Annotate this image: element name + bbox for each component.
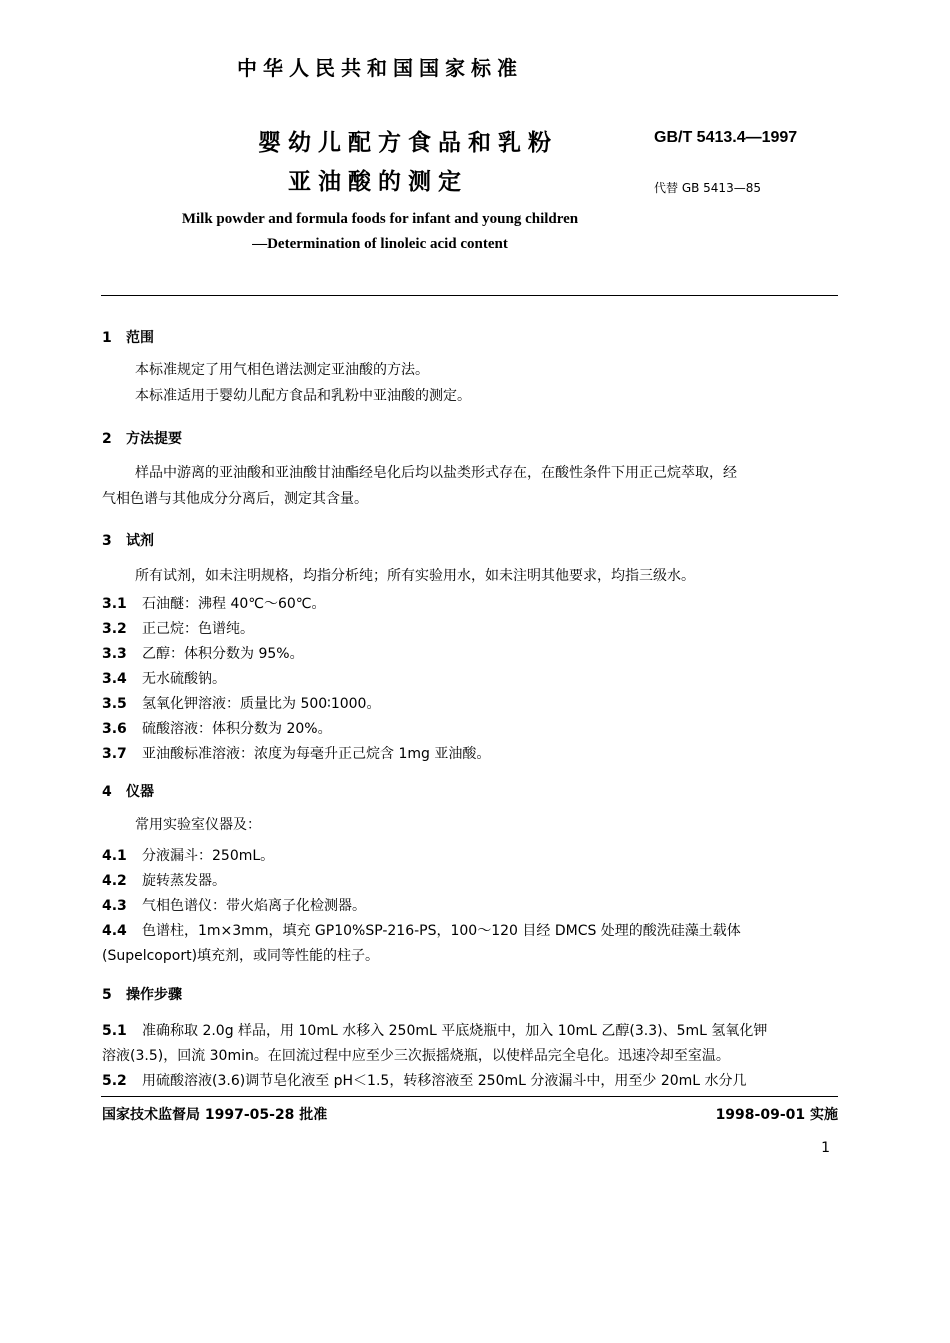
section-1-para-1: 本标准规定了用气相色谱法测定亚油酸的方法。 bbox=[135, 362, 429, 378]
section-1-heading: 1 范围 bbox=[102, 330, 154, 346]
apparatus-item: 4.3 气相色谱仪：带火焰离子化检测器。 bbox=[102, 898, 366, 914]
reagent-item: 3.5 氢氧化钾溶液：质量比为 500∶1000。 bbox=[102, 696, 381, 712]
reagent-item: 3.7 亚油酸标准溶液：浓度为每毫升正己烷含 1mg 亚油酸。 bbox=[102, 746, 491, 762]
replaces-standard: 代替 GB 5413—85 bbox=[654, 181, 761, 195]
page-number: 1 bbox=[821, 1140, 830, 1156]
apparatus-item-4-4: 4.4 色谱柱，1m×3mm，填充 GP10%SP-216-PS，100～120 目经 DMCS 处理的酸洗硅藻土载体 bbox=[102, 923, 741, 939]
apparatus-item: 4.2 旋转蒸发器。 bbox=[102, 873, 226, 889]
reagent-item: 3.3 乙醇：体积分数为 95%。 bbox=[102, 646, 304, 662]
footer-divider bbox=[101, 1096, 838, 1097]
section-4-heading: 4 仪器 bbox=[102, 784, 154, 800]
title-line-1: 婴幼儿配方食品和乳粉 bbox=[258, 130, 558, 156]
english-title-line-1: Milk powder and formula foods for infant and young children bbox=[181, 211, 579, 227]
english-title-line-2: —Determination of linoleic acid content bbox=[252, 236, 508, 252]
section-2-para-line-1: 样品中游离的亚油酸和亚油酸甘油酯经皂化后均以盐类形式存在，在酸性条件下用正己烷萃取，经 bbox=[135, 465, 737, 481]
title-line-2: 亚油酸的测定 bbox=[288, 169, 468, 195]
effective-date: 1998-09-01 实施 bbox=[715, 1107, 838, 1123]
section-4-intro: 常用实验室仪器及： bbox=[135, 817, 261, 833]
approval-date: 国家技术监督局 1997-05-28 批准 bbox=[102, 1107, 328, 1123]
procedure-item-5-2: 5.2 用硫酸溶液(3.6)调节皂化液至 pH＜1.5，转移溶液至 250mL 分液漏斗中，用至少 20mL 水分几 bbox=[102, 1073, 747, 1089]
procedure-item-5-1: 5.1 准确称取 2.0g 样品，用 10mL 水移入 250mL 平底烧瓶中，加入 10mL 乙醇(3.3)、5mL 氢氧化钾 bbox=[102, 1023, 768, 1039]
apparatus-item-4-4-cont: (Supelcoport)填充剂，或同等性能的柱子。 bbox=[102, 948, 380, 964]
reagent-item: 3.1 石油醚：沸程 40℃～60℃。 bbox=[102, 596, 326, 612]
reagent-item: 3.4 无水硫酸钠。 bbox=[102, 671, 226, 687]
issuing-authority: 中华人民共和国国家标准 bbox=[237, 56, 523, 80]
section-3-heading: 3 试剂 bbox=[102, 533, 154, 549]
section-1-para-2: 本标准适用于婴幼儿配方食品和乳粉中亚油酸的测定。 bbox=[135, 388, 471, 404]
section-2-para-line-2: 气相色谱与其他成分分离后，测定其含量。 bbox=[102, 491, 368, 507]
section-3-intro: 所有试剂，如未注明规格，均指分析纯；所有实验用水，如未注明其他要求，均指三级水。 bbox=[135, 568, 695, 584]
reagent-item: 3.2 正己烷：色谱纯。 bbox=[102, 621, 254, 637]
standard-code: GB/T 5413.4—1997 bbox=[654, 129, 798, 146]
header-divider bbox=[101, 295, 838, 296]
section-5-heading: 5 操作步骤 bbox=[102, 987, 182, 1003]
apparatus-item: 4.1 分液漏斗：250mL。 bbox=[102, 848, 275, 864]
reagent-item: 3.6 硫酸溶液：体积分数为 20%。 bbox=[102, 721, 332, 737]
procedure-item-5-1-cont: 溶液(3.5)，回流 30min。在回流过程中应至少三次振摇烧瓶，以使样品完全皂化。迅速冷却至室温。 bbox=[102, 1048, 730, 1064]
section-2-heading: 2 方法提要 bbox=[102, 431, 182, 447]
